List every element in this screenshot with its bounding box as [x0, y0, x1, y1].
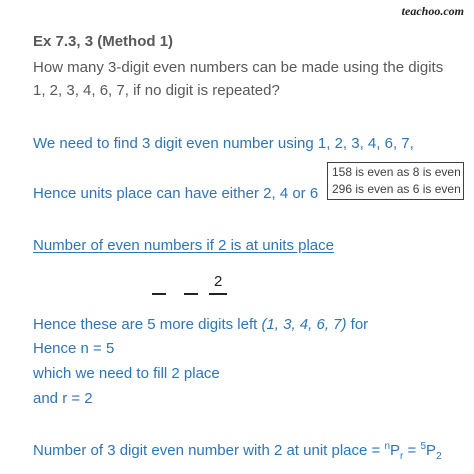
formula-p-2: P [426, 442, 437, 459]
line4-text-a: Hence these are 5 more digits left [33, 316, 262, 333]
formula-equals: = [403, 442, 421, 459]
formula-n-superscript: n [384, 441, 391, 452]
line4-text-c: for [346, 316, 369, 333]
formula-p: P [390, 442, 401, 459]
watermark: teachoo.com [401, 4, 464, 18]
solution-line-8 [33, 441, 442, 462]
note-box [327, 162, 464, 200]
solution-line-6: which we need to fill 2 place [33, 365, 220, 382]
note-line-1: 158 is even as 8 is even [332, 165, 461, 179]
solution-line-2: Hence units place can have either 2, 4 or 6 [33, 185, 319, 202]
solution-line-1: We need to find 3 digit even number using 1, 2, 3, 4, 6, 7, [33, 135, 414, 152]
formula-r-subscript: r [400, 451, 404, 462]
line4-digits: (1, 3, 4, 6, 7) [261, 316, 347, 333]
section-heading: Number of even numbers if 2 is at units place [33, 237, 334, 254]
exercise-title: Ex 7.3, 3 (Method 1) [33, 33, 174, 50]
formula-5-superscript: 5 [420, 441, 427, 452]
question-line-2: 1, 2, 3, 4, 6, 7, if no digit is repeated? [33, 82, 280, 99]
note-line-2: 296 is even as 6 is even [332, 182, 461, 196]
formula-2-subscript: 2 [436, 451, 442, 462]
tens-place-blank [184, 293, 198, 295]
solution-line-5: Hence n = 5 [33, 340, 115, 357]
question-line-1: How many 3-digit even numbers can be made using the digits [33, 59, 444, 76]
solution-line-4 [33, 316, 368, 333]
line8-text: Number of 3 digit even number with 2 at unit place = [33, 442, 385, 459]
units-place-digit: 2 [214, 273, 223, 290]
units-place-blank [209, 293, 227, 295]
hundreds-place-blank [152, 293, 166, 295]
solution-line-7: and r = 2 [33, 390, 93, 407]
